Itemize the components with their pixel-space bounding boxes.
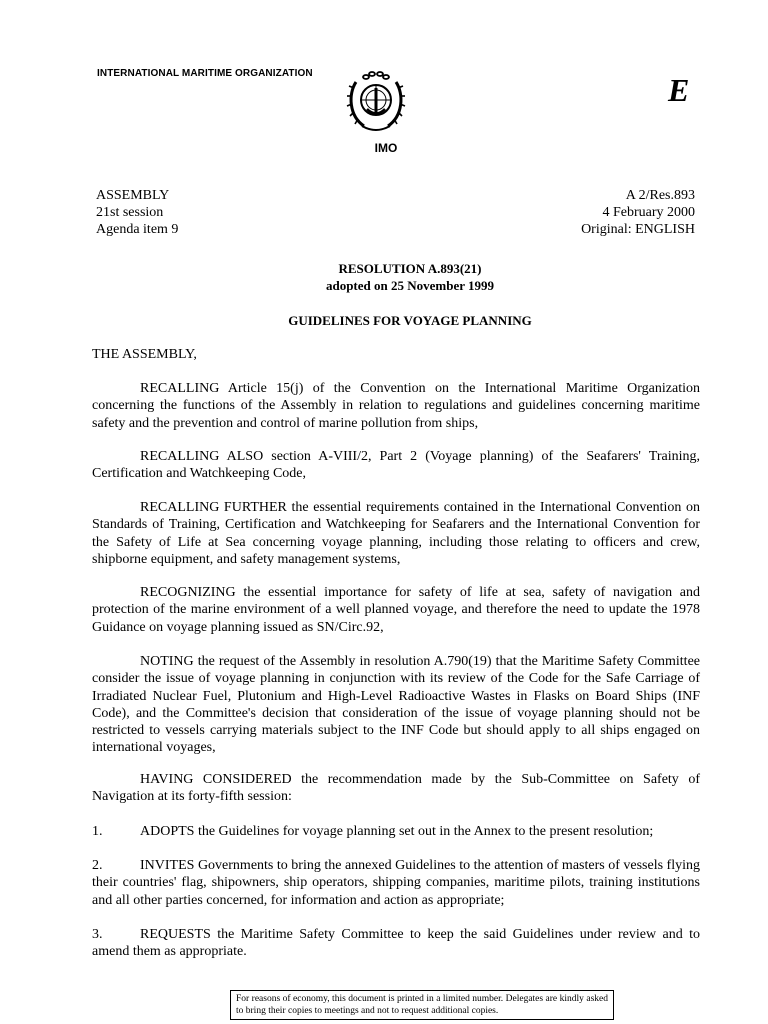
body-name: ASSEMBLY <box>96 188 170 203</box>
document-symbol: A 2/Res.893 <box>625 188 695 203</box>
language-code: E <box>668 72 690 108</box>
item-number: 2. <box>92 858 103 873</box>
session: 21st session <box>96 205 164 220</box>
operative-item-1 <box>92 823 700 840</box>
organization-name: INTERNATIONAL MARITIME ORGANIZATION <box>97 68 313 79</box>
item-text: INVITES Governments to bring the annexed Guidelines to the attention of masters of vessels flying their countries' flag, shipowners, ship operators, shipping companies, maritime pilots, training institutions and all other parties concerned, for information and action as appropriate; <box>92 858 700 908</box>
logo-caption: IMO <box>374 141 398 155</box>
paragraph-2 <box>92 448 700 483</box>
paragraph-1 <box>92 380 700 432</box>
paragraph-text: RECALLING ALSO section A-VIII/2, Part 2 (Voyage planning) of the Seafarers' Training, Certification and Watchkeeping Code, <box>92 449 700 482</box>
item-number: 3. <box>92 927 103 942</box>
adoption-date: adopted on 25 November 1999 <box>325 278 495 293</box>
paragraph-5 <box>92 653 700 757</box>
paragraph-3 <box>92 499 700 568</box>
resolution-heading <box>0 260 768 294</box>
document-meta-left <box>96 187 178 238</box>
paragraph-text: RECALLING Article 15(j) of the Convention on the International Maritime Organization concerning the functions of the Assembly in relation to regulations and guidelines concerning maritime safety and the prevention and control of marine pollution from ships, <box>92 381 700 431</box>
paragraph-6 <box>92 771 700 806</box>
resolution-title: GUIDELINES FOR VOYAGE PLANNING <box>288 313 532 328</box>
document-meta-right <box>581 187 695 238</box>
item-text: REQUESTS the Maritime Safety Committee to keep the said Guidelines under review and to amend them as appropriate. <box>92 927 700 960</box>
operative-item-3 <box>92 926 700 961</box>
item-number: 1. <box>92 824 103 839</box>
agenda-item: Agenda item 9 <box>96 222 179 237</box>
operative-item-2 <box>92 857 700 909</box>
paragraph-text: RECOGNIZING the essential importance for safety of life at sea, safety of navigation and protection of the marine environment of a well planned voyage, and therefore the need to update the 1978 Guidance on voyage planning issued as SN/Circ.92, <box>92 585 700 635</box>
paragraph-4 <box>92 584 700 636</box>
item-text: ADOPTS the Guidelines for voyage planning set out in the Annex to the present resolution; <box>140 824 654 839</box>
paragraph-text: NOTING the request of the Assembly in resolution A.790(19) that the Maritime Safety Committee consider the issue of voyage planning in conjunction with its review of the Code for the Safe Carriage of Irradiated Nuclear Fuel, Plutonium and High-Level Radioactive Wastes in Flasks on Board Ships (INF Code), and the Committee's decision that consideration of the issue of voyage planning should not be restricted to vessels carrying materials subject to the INF Code but should apply to all ships engaged on international voyages, <box>92 654 700 756</box>
economy-notice: For reasons of economy, this document is printed in a limited number. Delegates are kindly asked to bring their copies to meetings and not to request additional copies. <box>230 990 614 1020</box>
opening-text: THE ASSEMBLY, <box>92 347 197 362</box>
paragraph-text: RECALLING FURTHER the essential requirements contained in the International Convention on Standards of Training, Certification and Watchkeeping for Seafarers and the International Convention for the Safety of Life at Sea concerning voyage planning, including those relating to officers and crew, shipborne equipment, and safety management systems, <box>92 500 700 567</box>
imo-emblem-icon <box>346 66 406 142</box>
opening-line <box>92 346 700 363</box>
original-language: Original: ENGLISH <box>581 222 695 237</box>
paragraph-text: HAVING CONSIDERED the recommendation made by the Sub-Committee on Safety of Navigation at its forty-fifth session: <box>92 772 700 805</box>
resolution-number: RESOLUTION A.893(21) <box>338 261 482 276</box>
document-date: 4 February 2000 <box>602 205 695 220</box>
